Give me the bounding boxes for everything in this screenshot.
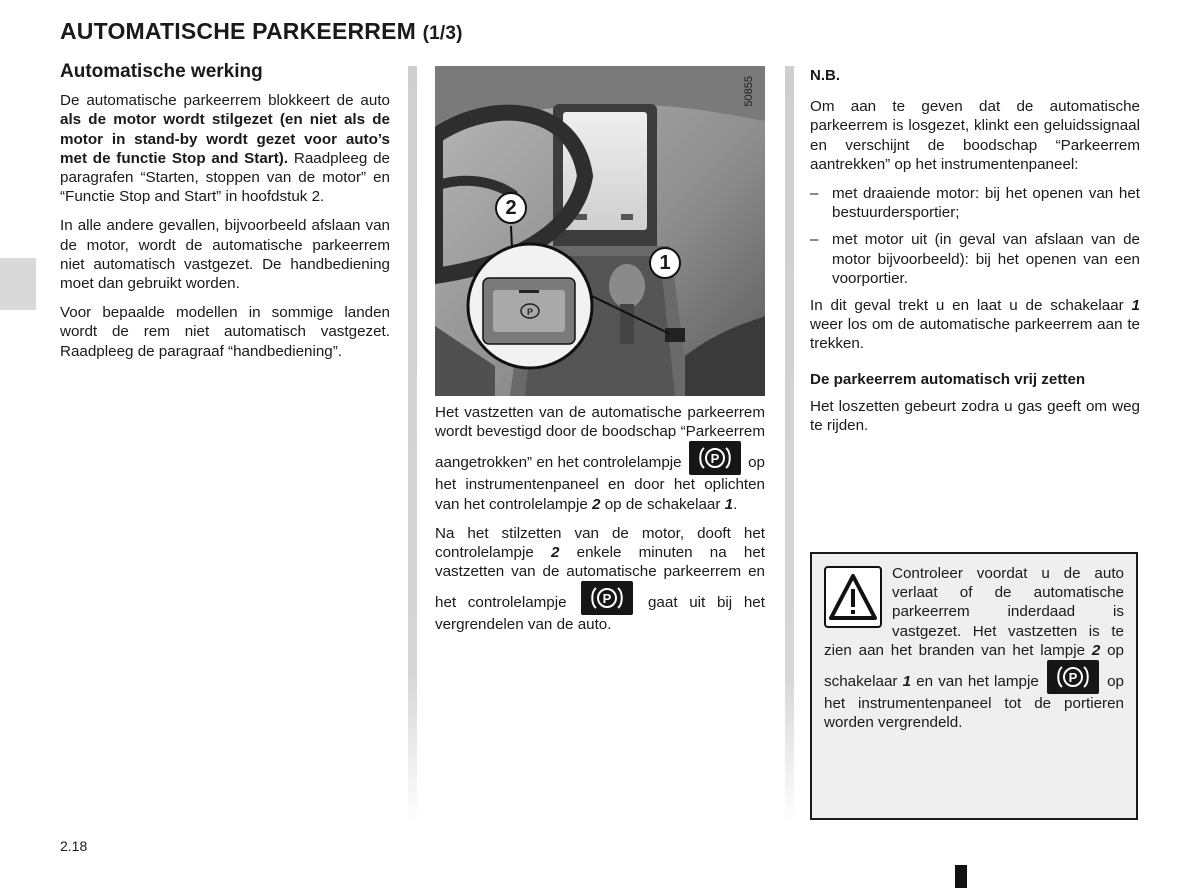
middle-p2-num2: 2 <box>550 544 560 562</box>
middle-p2-b: enkele minuten na het vastzetten van de automatische parkeerrem en het controlelampje <box>435 544 765 612</box>
parking-brake-lamp-icon <box>581 581 633 615</box>
nb-label: N.B. <box>810 67 840 84</box>
right-paragraph-2 <box>810 296 1140 354</box>
dashboard-photo <box>435 66 765 396</box>
left-p1-bold: als de motor wordt stilgezet (en niet als de motor in stand-by wordt gezet voor auto’s met de functie Stop and Start). <box>60 111 390 167</box>
list-dash: – <box>810 185 819 203</box>
subheading: De parkeerrem automatisch vrij zetten <box>810 370 1086 388</box>
nb-paragraph: Om aan te geven dat de automatische parkeerrem is losgezet, klinkt een geluidssignaal en verschijnt de boodschap “Parkeerrem aantrekken” op het instrumentenpaneel: <box>810 98 1140 173</box>
page-number: 2.18 <box>60 838 88 854</box>
right-p2-num: 1 <box>1131 297 1140 315</box>
page-title-text: AUTOMATISCHE PARKEERREM <box>60 18 417 44</box>
figure-callout-1: 1 <box>649 247 681 279</box>
left-p1-start: De automatische parkeerrem blokkeert de auto <box>60 92 390 110</box>
right-paragraph-3: Het loszetten gebeurt zodra u gas geeft om weg te rijden. <box>810 397 1140 435</box>
warning-triangle-glyph <box>826 568 880 626</box>
warning-triangle-icon <box>824 566 882 628</box>
warning-p-a: Controleer voordat u de auto verlaat of de automatische parkeerrem inderdaad is vastgezet. Het vastzetten is te zien aan het branden van het lampje <box>824 565 1124 659</box>
middle-p2-c: gaat uit bij het vergrendelen van de auto. <box>435 594 765 634</box>
list-item-text-2: met motor uit (in geval van afslaan van de motor bijvoorbeeld): bij het openen van een voorportier. <box>832 231 1140 287</box>
list-dash: – <box>810 231 819 249</box>
list-item-text-1: met draaiende motor: bij het openen van het bestuurdersportier; <box>832 185 1140 222</box>
warning-num1: 1 <box>902 673 912 691</box>
page-title-suffix: (1/3) <box>422 23 463 44</box>
svg-text:P: P <box>1068 670 1078 686</box>
warning-num2: 2 <box>1091 641 1101 659</box>
svg-text:P: P <box>526 307 534 317</box>
middle-p1-b: op het instrumentenpaneel en door het oplichten van het controlelampje <box>435 454 765 513</box>
left-column <box>60 62 390 371</box>
middle-paragraph-2 <box>435 524 765 635</box>
warning-p-b: op schakelaar <box>824 641 1124 691</box>
middle-p2-a: Na het stilzetten van de motor, dooft het controlelampje <box>435 524 765 562</box>
dashboard-illustration <box>435 66 765 396</box>
corner-mark <box>955 865 967 888</box>
middle-paragraph-1 <box>435 403 765 514</box>
left-paragraph-2: In alle andere gevallen, bijvoorbeeld afslaan van de motor, wordt de automatische parkeerrem niet automatisch vastgezet. De handbediening moet dan gebruikt worden. <box>60 217 390 293</box>
column-divider-left <box>408 66 417 824</box>
parking-brake-lamp-glyph <box>697 445 733 471</box>
warning-p-c: en van het lampje <box>916 673 1039 691</box>
right-p2-a: In dit geval trekt u en laat u de schakelaar <box>810 297 1124 315</box>
middle-p1-num1: 1 <box>724 495 734 513</box>
left-p1-end: Raadpleeg de paragrafen “Starten, stoppen van de motor” en “Functie Stop and Start” in hoofdstuk 2. <box>60 149 390 206</box>
svg-text:P: P <box>602 591 612 607</box>
svg-text:P: P <box>710 451 720 467</box>
column-divider-right <box>785 66 794 824</box>
parking-brake-lamp-glyph <box>1055 664 1091 690</box>
page-title <box>60 18 463 45</box>
list-item <box>810 184 1140 222</box>
warning-p-d: op het instrumentenpaneel tot de portieren worden vergrendeld. <box>824 673 1124 732</box>
left-paragraph-1 <box>60 91 390 206</box>
right-p2-b: weer los om de automatische parkeerrem aan te trekken. <box>810 316 1140 353</box>
middle-p1-c: op de schakelaar <box>604 495 721 513</box>
left-paragraph-3: Voor bepaalde modellen in sommige landen wordt de rem niet automatisch vastgezet. Raadpleeg de paragraaf “handbediening”. <box>60 304 390 360</box>
warning-box <box>810 552 1138 820</box>
list-item <box>810 230 1140 288</box>
section-heading: Automatische werking <box>60 61 263 82</box>
middle-p1-num2: 2 <box>592 495 601 513</box>
parking-brake-lamp-icon <box>1047 660 1099 694</box>
figure-code: 50855 <box>743 76 755 107</box>
figure-callout-2: 2 <box>495 192 527 224</box>
chapter-tab <box>0 258 36 310</box>
parking-brake-lamp-glyph <box>589 585 625 611</box>
right-column <box>810 66 1140 445</box>
middle-p1-a: Het vastzetten van de automatische parkeerrem wordt bevestigd door de boodschap “Parkeerrem aangetrokken” en het controlelampje <box>435 404 765 472</box>
middle-p1-d: . <box>733 495 738 513</box>
parking-brake-lamp-icon <box>689 441 741 475</box>
middle-column <box>435 403 765 645</box>
